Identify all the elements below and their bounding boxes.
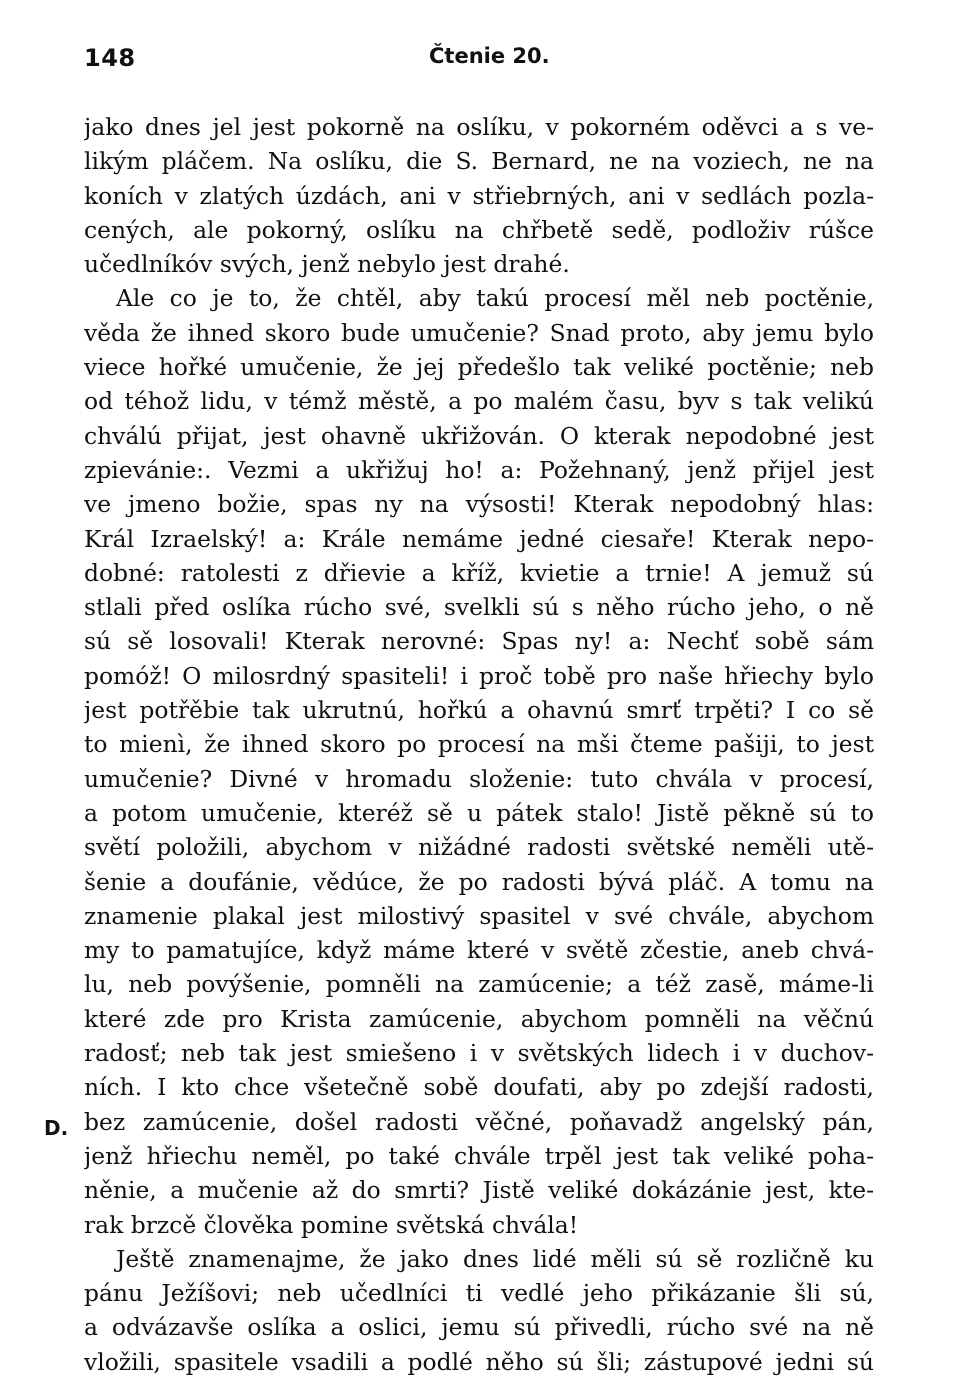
body-text xyxy=(84,110,874,1379)
text-line: od téhož lidu, v témž městě, a po malém času, byv s tak velikú xyxy=(84,387,874,416)
text-line: lu, neb povýšenie, pomněli na zamúcenie; a též zasě, máme-li xyxy=(84,970,874,999)
text-line: jako dnes jel jest pokorně na oslíku, v pokorném oděvci a s ve- xyxy=(84,113,874,141)
text-line: jenž hřiechu neměl, po také chvále trpěl jest tak veliké poha- xyxy=(84,1141,874,1170)
text-line: ních. I kto chce všetečně sobě doufati, aby po zdejší radosti, xyxy=(84,1073,874,1102)
text-line: které zde pro Krista zamúcenie, abychom pomněli na věčnú xyxy=(84,1004,874,1033)
text-line: Král Izraelský! a: Krále nemáme jedné ciesaře! Kterak nepo- xyxy=(84,524,874,553)
text-line: bez zamúcenie, došel radosti věčné, poňavadž angelský pán, xyxy=(84,1107,874,1136)
margin-marker: D. xyxy=(44,1116,69,1140)
text-line: likým pláčem. Na oslíku, die S. Bernard, ne na voziech, ne na xyxy=(84,147,874,176)
section-title: Čtenie 20. xyxy=(429,44,550,68)
text-line: chválú přijat, jest ohavně ukřižován. O kterak nepodobné jest xyxy=(84,421,874,450)
text-line: my to pamatujíce, když máme které v světě zčestie, aneb chvá- xyxy=(84,936,874,965)
text-line: a odvázavše oslíka a oslici, jemu sú přivedli, rúcho své na ně xyxy=(84,1313,874,1342)
text-line: světí položili, abychom v nižádné radosti světské neměli utě- xyxy=(84,833,874,862)
text-line: to mienì, že ihned skoro po procesí na mši čteme pašiji, to jest xyxy=(84,730,874,759)
text-line: šenie a doufánie, vědúce, že po radosti bývá pláč. A tomu na xyxy=(84,867,874,896)
paragraph-start-line: Ale co je to, že chtěl, aby takú procesí měl neb poctěnie, xyxy=(116,284,874,313)
text-line: a potom umučenie, kteréž sě u pátek stalo! Jistě pěkně sú to xyxy=(84,798,874,827)
text-line: věda že ihned skoro bude umučenie? Snad proto, aby jemu bylo xyxy=(84,318,874,347)
text-line: jest potřěbie tak ukrutnú, hořkú a ohavnú smrť trpěti? I co sě xyxy=(84,696,874,725)
text-line: učedlníkóv svých, jenž nebylo jest drahé. xyxy=(84,250,570,279)
text-line: zpievánie:. Vezmi a ukřižuj ho! a: Požehnaný, jenž přijel jest xyxy=(84,455,874,484)
page-number: 148 xyxy=(84,44,136,72)
text-line: cených, ale pokorný, oslíku na chřbetě sedě, podloživ rúšce xyxy=(84,215,874,244)
text-line: rak brzcě člověka pomine světská chvála! xyxy=(84,1210,579,1239)
text-line: koních v zlatých úzdách, ani v střiebrných, ani v sedlách pozla- xyxy=(84,181,874,210)
text-line: vložili, spasitele vsadili a podlé něho sú šli; zástupové jedni sú xyxy=(84,1347,874,1376)
paragraph-start-line: Ještě znamenajme, že jako dnes lidé měli sú sě rozličně ku xyxy=(116,1244,874,1273)
text-line: něnie, a mučenie až do smrti? Jistě veliké dokázánie jest, kte- xyxy=(84,1176,874,1205)
text-line: stlali před oslíka rúcho své, svelkli sú s něho rúcho jeho, o ně xyxy=(84,593,874,622)
text-line: viece hořké umučenie, že jej předešlo tak veliké poctěnie; neb xyxy=(84,353,874,382)
running-head xyxy=(84,38,874,78)
text-line: dobné: ratolesti z dřievie a kříž, kvietie a trnie! A jemuž sú xyxy=(84,558,874,587)
text-line: znamenie plakal jest milostivý spasitel v své chvále, abychom xyxy=(84,901,874,930)
text-line: pomóž! O milosrdný spasiteli! i proč tobě pro naše hřiechy bylo xyxy=(84,661,874,690)
text-line: umučenie? Divné v hromadu složenie: tuto chvála v procesí, xyxy=(84,764,874,793)
text-line: pánu Ježíšovi; neb učedlníci ti vedlé jeho přikázanie šli sú, xyxy=(84,1279,874,1308)
text-line: radosť; neb tak jest smiešeno i v světských lidech i v duchov- xyxy=(84,1039,874,1068)
text-line: sú sě losovali! Kterak nerovné: Spas ny! a: Nechť sobě sám xyxy=(84,627,874,656)
text-line: ve jmeno božie, spas ny na výsosti! Kterak nepodobný hlas: xyxy=(84,490,874,519)
